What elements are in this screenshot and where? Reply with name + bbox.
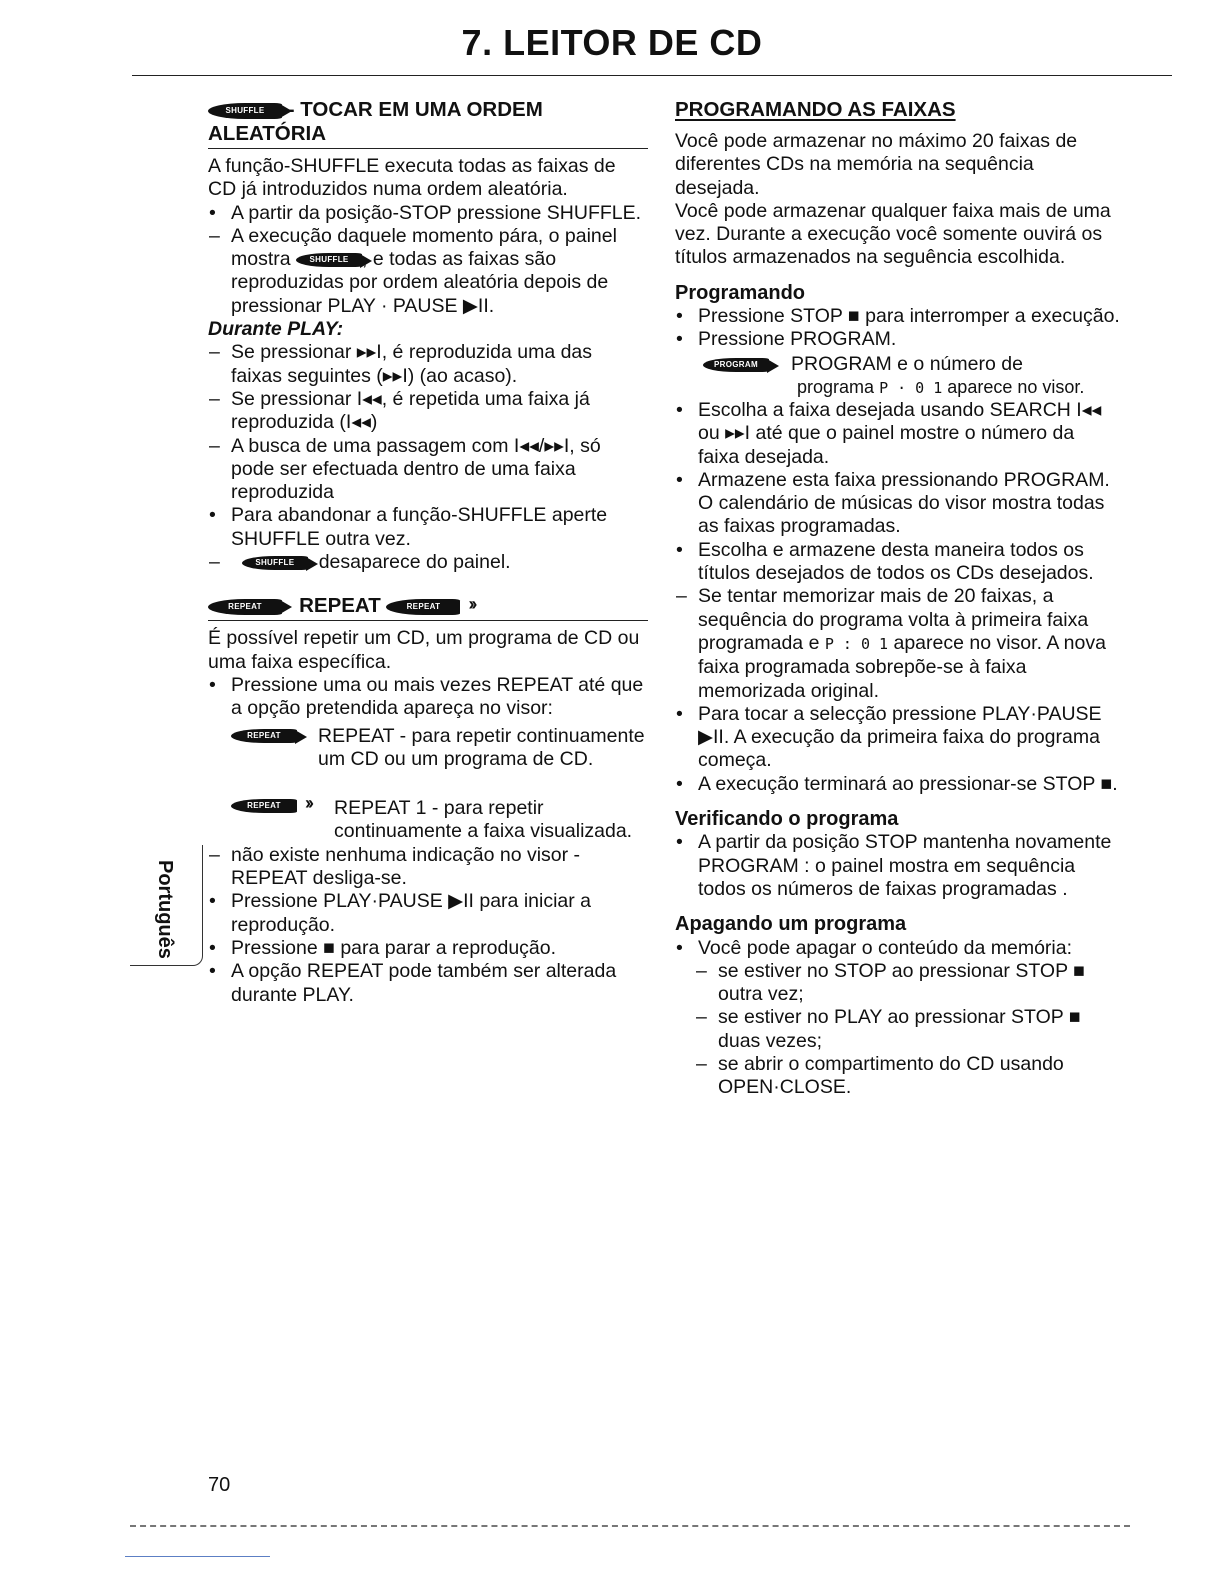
list-item: • A partir da posição-STOP pressione SHUFFLE. xyxy=(209,201,642,224)
language-tab-label: Português xyxy=(154,860,176,959)
repeat-one-badge-icon: REPEAT ›› xyxy=(231,799,297,813)
shuffle-heading xyxy=(208,98,648,149)
list-item: • Pressione PROGRAM. xyxy=(676,328,897,351)
list-item: • A opção REPEAT pode também ser alterada durante PLAY. xyxy=(209,960,617,1006)
program-note-2: programa P · 0 1 aparece no visor. xyxy=(797,376,1085,397)
list-item: • Pressione uma ou mais vezes REPEAT até que a opção pretendida apareça no visor: xyxy=(209,673,644,720)
list-item: • Pressione ■ para parar a reprodução. xyxy=(209,936,557,959)
repeat-one-badge-icon: REPEAT ›› xyxy=(386,599,460,615)
lcd-display-text: P · 0 1 xyxy=(879,378,943,397)
title-rule xyxy=(132,75,1172,76)
list-item: – não existe nenhuma indicação no visor - REPEAT desliga-se. xyxy=(209,843,581,890)
list-item: • Pressione STOP ■ para interromper a execução. xyxy=(676,305,1120,328)
repeat-badge-icon: REPEAT xyxy=(208,599,282,615)
list-item: – A execução daquele momento pára, o painel mostra SHUFFLE , e todas as faixas são reproduzidas por ordem aleatória depois de pressionar PLAY · PAUSE ▶II. xyxy=(209,224,617,317)
apagando-heading: Apagando um programa xyxy=(675,913,907,936)
program-intro-2: Você pode armazenar qualquer faixa mais de uma vez. Durante a execução você somente ouvirá os títulos armazenados na seguência escolhida. xyxy=(675,199,1111,269)
repeat-badge-icon: REPEAT xyxy=(231,729,297,743)
list-item: – A busca de uma passagem com I◂◂/▸▸I, só pode ser efectuada dentro de uma faixa reproduzida xyxy=(209,434,601,504)
list-item: – Se pressionar ▸▸I, é reproduzida uma das faixas seguintes (▸▸I) (ao acaso). xyxy=(209,341,593,387)
repeat-heading xyxy=(208,594,648,621)
shuffle-heading-text-2: ALEATÓRIA xyxy=(208,122,327,145)
repeat-heading-text: REPEAT xyxy=(299,594,381,618)
shuffle-badge-icon: SHUFFLE xyxy=(242,556,308,570)
list-item: – SHUFFLE desaparece do painel. xyxy=(209,551,511,574)
shuffle-badge-icon: SHUFFLE xyxy=(208,103,282,119)
list-item: • A execução terminará ao pressionar-se STOP ■. xyxy=(676,772,1118,795)
verificando-heading: Verificando o programa xyxy=(675,808,899,831)
list-item: • A partir da posição STOP mantenha novamente PROGRAM : o painel mostra em sequência todos os números de faixas programadas . xyxy=(676,831,1112,900)
list-item: • Pressione PLAY·PAUSE ▶II para iniciar a reprodução. xyxy=(209,890,592,936)
shuffle-heading-text: - TOCAR EM UMA ORDEM xyxy=(282,98,543,121)
shuffle-badge-icon: SHUFFLE xyxy=(296,253,362,267)
programando-heading: Programando xyxy=(675,281,806,304)
footer-line xyxy=(125,1556,270,1557)
list-item: • Armazene esta faixa pressionando PROGRAM. O calendário de músicas do visor mostra todas as faixas programadas. xyxy=(676,468,1110,538)
repeat-option-one: REPEAT ›› REPEAT 1 - para repetir continuamente a faixa visualizada. xyxy=(208,797,648,844)
list-item: • Você pode apagar o conteúdo da memória: xyxy=(676,936,1073,959)
page-title: 7. LEITOR DE CD xyxy=(461,22,763,63)
repeat-option-all: REPEAT REPEAT - para repetir continuamente um CD ou um programa de CD. xyxy=(208,725,648,772)
list-item: – Se tentar memorizar mais de 20 faixas, a sequência do programa volta à primeira faixa programada e P : 0 1 aparece no visor. A nova faixa programada sobrepõe-se à faixa memorizada original. xyxy=(676,585,1106,702)
left-column xyxy=(208,98,648,1007)
right-column xyxy=(675,98,1120,1100)
lcd-display-text: P : 0 1 xyxy=(824,634,889,653)
program-badge-icon: PROGRAM xyxy=(703,358,769,372)
program-intro-1: Você pode armazenar no máximo 20 faixas de diferentes CDs na memória na sequência desejada. xyxy=(675,130,1078,199)
footer-divider xyxy=(130,1525,1130,1527)
list-item: • Para tocar a selecção pressione PLAY·PAUSE ▶II. A execução da primeira faixa do programa começa. xyxy=(676,702,1102,772)
list-item: – se estiver no STOP ao pressionar STOP ■ outra vez; xyxy=(696,959,1085,1006)
repeat-intro: É possível repetir um CD, um programa de CD ou uma faixa específica. xyxy=(208,627,640,673)
list-item: – se abrir o compartimento do CD usando OPEN·CLOSE. xyxy=(696,1052,1064,1099)
page-number: 70 xyxy=(208,1474,231,1496)
program-note: PROGRAM PROGRAM e o número de xyxy=(675,353,1120,376)
program-heading: PROGRAMANDO AS FAIXAS xyxy=(675,98,956,121)
list-item: – Se pressionar I◂◂, é repetida uma faixa já reproduzida (I◂◂) xyxy=(209,387,590,434)
list-item: • Escolha a faixa desejada usando SEARCH I◂◂ ou ▸▸I até que o painel mostre o número da faixa desejada. xyxy=(676,398,1102,468)
during-play-heading: Durante PLAY: xyxy=(208,318,344,341)
list-item: • Para abandonar a função-SHUFFLE aperte SHUFFLE outra vez. xyxy=(209,504,608,550)
list-item: – se estiver no PLAY ao pressionar STOP ■ duas vezes; xyxy=(696,1006,1081,1052)
shuffle-intro: A função-SHUFFLE executa todas as faixas de CD já introduzidos numa ordem aleatória. xyxy=(208,155,616,201)
list-item: • Escolha e armazene desta maneira todos os títulos desejados de todos os CDs desejados. xyxy=(676,538,1094,585)
